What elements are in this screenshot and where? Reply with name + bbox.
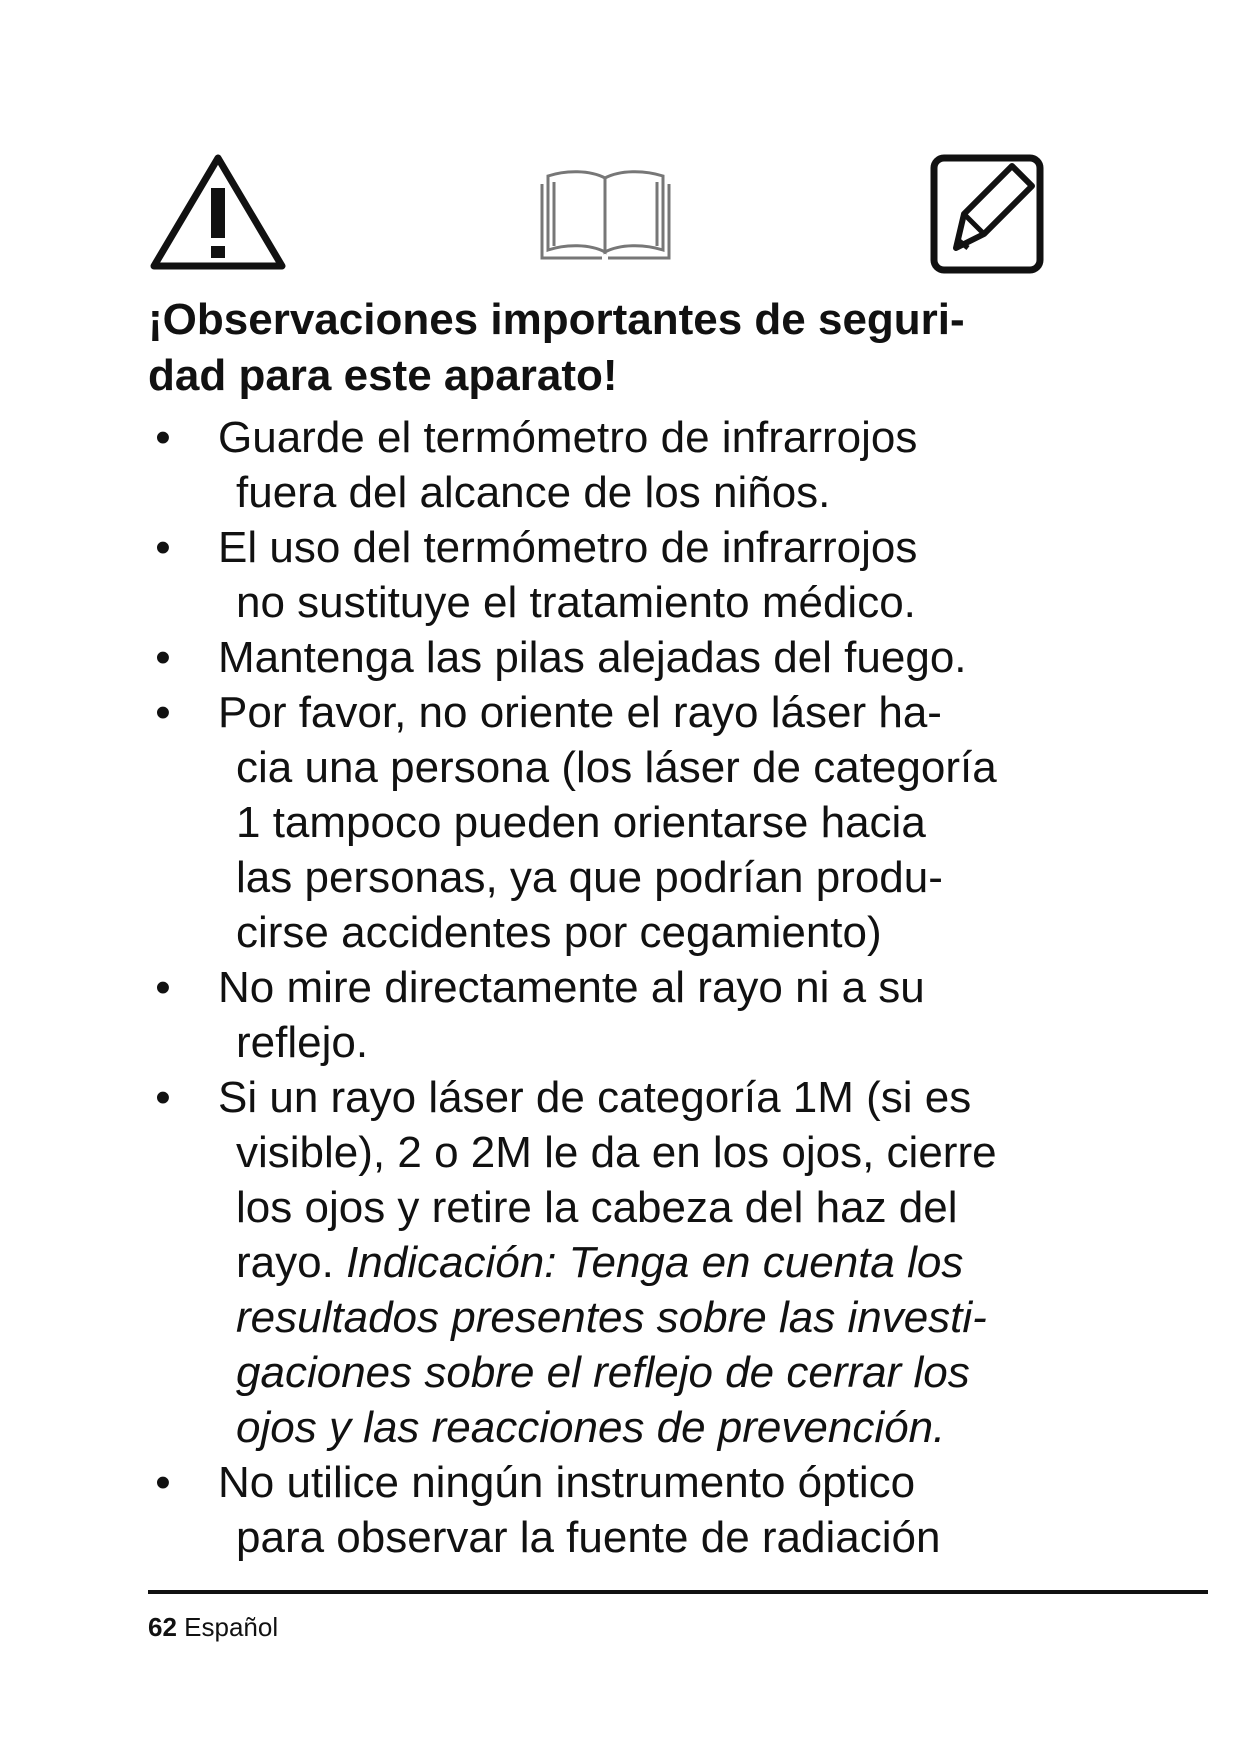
list-item bbox=[148, 410, 1088, 520]
page-footer bbox=[148, 1612, 278, 1642]
bullet-line: No mire directamente al rayo ni a su bbox=[218, 963, 925, 1012]
indication-note: Indicación: Tenga en cuenta los bbox=[346, 1238, 964, 1287]
pencil-note-icon bbox=[928, 152, 1048, 277]
bullet-line: Por favor, no oriente el rayo láser ha- bbox=[218, 688, 942, 737]
list-item bbox=[148, 630, 1088, 685]
bullet-line: los ojos y retire la cabeza del haz del bbox=[236, 1183, 958, 1232]
list-item bbox=[148, 1455, 1088, 1565]
safety-heading bbox=[148, 292, 1088, 404]
bullet-line: El uso del termómetro de infrarrojos bbox=[218, 523, 918, 572]
bullet-line-mixed bbox=[218, 1235, 1088, 1290]
bullet-line: Mantenga las pilas alejadas del fuego. bbox=[218, 633, 967, 682]
bullet-symbol: • bbox=[155, 1073, 171, 1122]
bullet-symbol: • bbox=[155, 523, 171, 572]
bullet-line: reflejo. bbox=[236, 1018, 369, 1067]
heading-line: dad para este aparato! bbox=[148, 351, 618, 400]
bullet-line: fuera del alcance de los niños. bbox=[236, 468, 831, 517]
warning-triangle-icon bbox=[148, 152, 288, 272]
bullet-line: Guarde el termómetro de infrarrojos bbox=[218, 413, 918, 462]
indication-note-line: resultados presentes sobre las investi- bbox=[236, 1293, 987, 1342]
bullet-line: 1 tampoco pueden orientarse hacia bbox=[236, 798, 926, 847]
heading-line: ¡Observaciones importantes de seguri- bbox=[148, 295, 965, 344]
header-icons bbox=[148, 152, 1048, 282]
open-book-icon bbox=[538, 166, 673, 266]
bullet-line: no sustituye el tratamiento médico. bbox=[236, 578, 916, 627]
list-item bbox=[148, 520, 1088, 630]
bullet-symbol: • bbox=[155, 413, 171, 462]
list-item bbox=[148, 960, 1088, 1070]
footer-divider bbox=[148, 1590, 1208, 1594]
footer-language: Español bbox=[184, 1612, 279, 1642]
bullet-line: cia una persona (los láser de categoría bbox=[236, 743, 997, 792]
bullet-line: Si un rayo láser de categoría 1M (si es bbox=[218, 1073, 972, 1122]
bullet-line: cirse accidentes por cegamiento) bbox=[236, 908, 882, 957]
bullet-line: No utilice ningún instrumento óptico bbox=[218, 1458, 916, 1507]
safety-bullet-list bbox=[148, 410, 1088, 1565]
indication-note-line: ojos y las reacciones de prevención. bbox=[236, 1403, 946, 1452]
list-item bbox=[148, 685, 1088, 960]
bullet-line: para observar la fuente de radiación bbox=[236, 1513, 941, 1562]
bullet-symbol: • bbox=[155, 1458, 171, 1507]
bullet-line-text: rayo. bbox=[236, 1238, 334, 1287]
bullet-line: visible), 2 o 2M le da en los ojos, cierre bbox=[236, 1128, 997, 1177]
bullet-line: las personas, ya que podrían produ- bbox=[236, 853, 943, 902]
list-item bbox=[148, 1070, 1088, 1455]
bullet-symbol: • bbox=[155, 963, 171, 1012]
page-number: 62 bbox=[148, 1612, 177, 1642]
bullet-symbol: • bbox=[155, 633, 171, 682]
bullet-symbol: • bbox=[155, 688, 171, 737]
indication-note-line: gaciones sobre el reflejo de cerrar los bbox=[236, 1348, 970, 1397]
